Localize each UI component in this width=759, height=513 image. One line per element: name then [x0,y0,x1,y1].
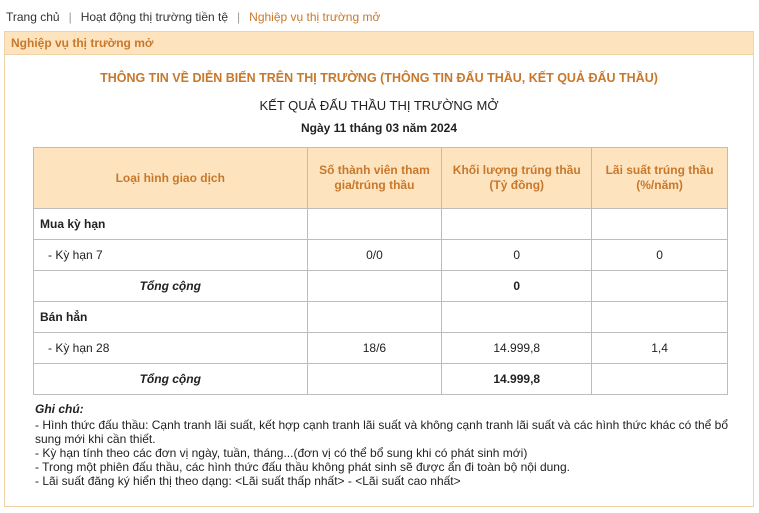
table-row [34,240,728,271]
note-line: - Kỳ hạn tính theo các đơn vị ngày, tuần, tháng...(đơn vị có thể bổ sung khi có phát sinh mới) [35,446,528,460]
page-subtitle: KẾT QUẢ ĐẤU THẦU THỊ TRƯỜNG MỞ [259,98,499,113]
content-panel [4,31,754,507]
table-row [34,333,728,364]
empty-cell [592,364,728,395]
breadcrumb [6,8,380,26]
empty-cell [307,364,442,395]
breadcrumb-separator: | [68,10,72,24]
term-label: - Kỳ hạn 7 [34,240,308,271]
notes-section [35,402,730,488]
table-group-row [34,209,728,240]
volume-cell: 0 [442,240,592,271]
panel-title: Nghiệp vụ thị trường mở [5,32,753,55]
column-header-transaction-type: Loại hình giao dịch [34,148,308,209]
note-line: - Lãi suất đăng ký hiển thị theo dạng: <Lãi suất thấp nhất> - <Lãi suất cao nhất> [35,474,461,488]
volume-cell: 14.999,8 [442,333,592,364]
rate-cell: 0 [592,240,728,271]
breadcrumb-separator: | [237,10,241,24]
column-header-rate: Lãi suất trúng thầu (%/năm) [592,148,728,209]
empty-cell [307,302,442,333]
rate-cell: 1,4 [592,333,728,364]
total-volume-cell: 0 [442,271,592,302]
members-cell: 18/6 [307,333,442,364]
total-label: Tổng cộng [34,271,308,302]
breadcrumb-money-market-link[interactable]: Hoạt động thị trường tiền tệ [80,10,229,24]
empty-cell [442,302,592,333]
notes-title: Ghi chú: [35,402,84,416]
breadcrumb-current-link[interactable]: Nghiệp vụ thị trường mở [249,10,381,24]
empty-cell [307,271,442,302]
auction-results-table [33,147,728,395]
page-title: THÔNG TIN VỀ DIỄN BIẾN TRÊN THỊ TRƯỜNG (THÔNG TIN ĐẤU THẦU, KẾT QUẢ ĐẤU THẦU) [100,71,658,85]
total-label: Tổng cộng [34,364,308,395]
group-name: Mua kỳ hạn [34,209,308,240]
table-total-row [34,364,728,395]
empty-cell [442,209,592,240]
table-total-row [34,271,728,302]
empty-cell [592,209,728,240]
table-header-row [34,148,728,209]
empty-cell [307,209,442,240]
empty-cell [592,302,728,333]
breadcrumb-home-link[interactable]: Trang chủ [6,10,60,24]
empty-cell [592,271,728,302]
term-label: - Kỳ hạn 28 [34,333,308,364]
total-volume-cell: 14.999,8 [442,364,592,395]
auction-date: Ngày 11 tháng 03 năm 2024 [300,121,458,135]
group-name: Bán hẳn [34,302,308,333]
members-cell: 0/0 [307,240,442,271]
column-header-volume: Khối lượng trúng thầu (Tỷ đồng) [442,148,592,209]
table-group-row [34,302,728,333]
note-line: - Trong một phiên đấu thầu, các hình thức đấu thầu không phát sinh sẽ được ẩn đi toàn bộ nội dung. [35,460,570,474]
column-header-members: Số thành viên tham gia/trúng thầu [307,148,442,209]
note-line: - Hình thức đấu thầu: Cạnh tranh lãi suất, kết hợp cạnh tranh lãi suất và không cạnh tranh lãi suất và các hình thức khác có thể bổ sung mới khi cần thiết. [35,418,729,446]
